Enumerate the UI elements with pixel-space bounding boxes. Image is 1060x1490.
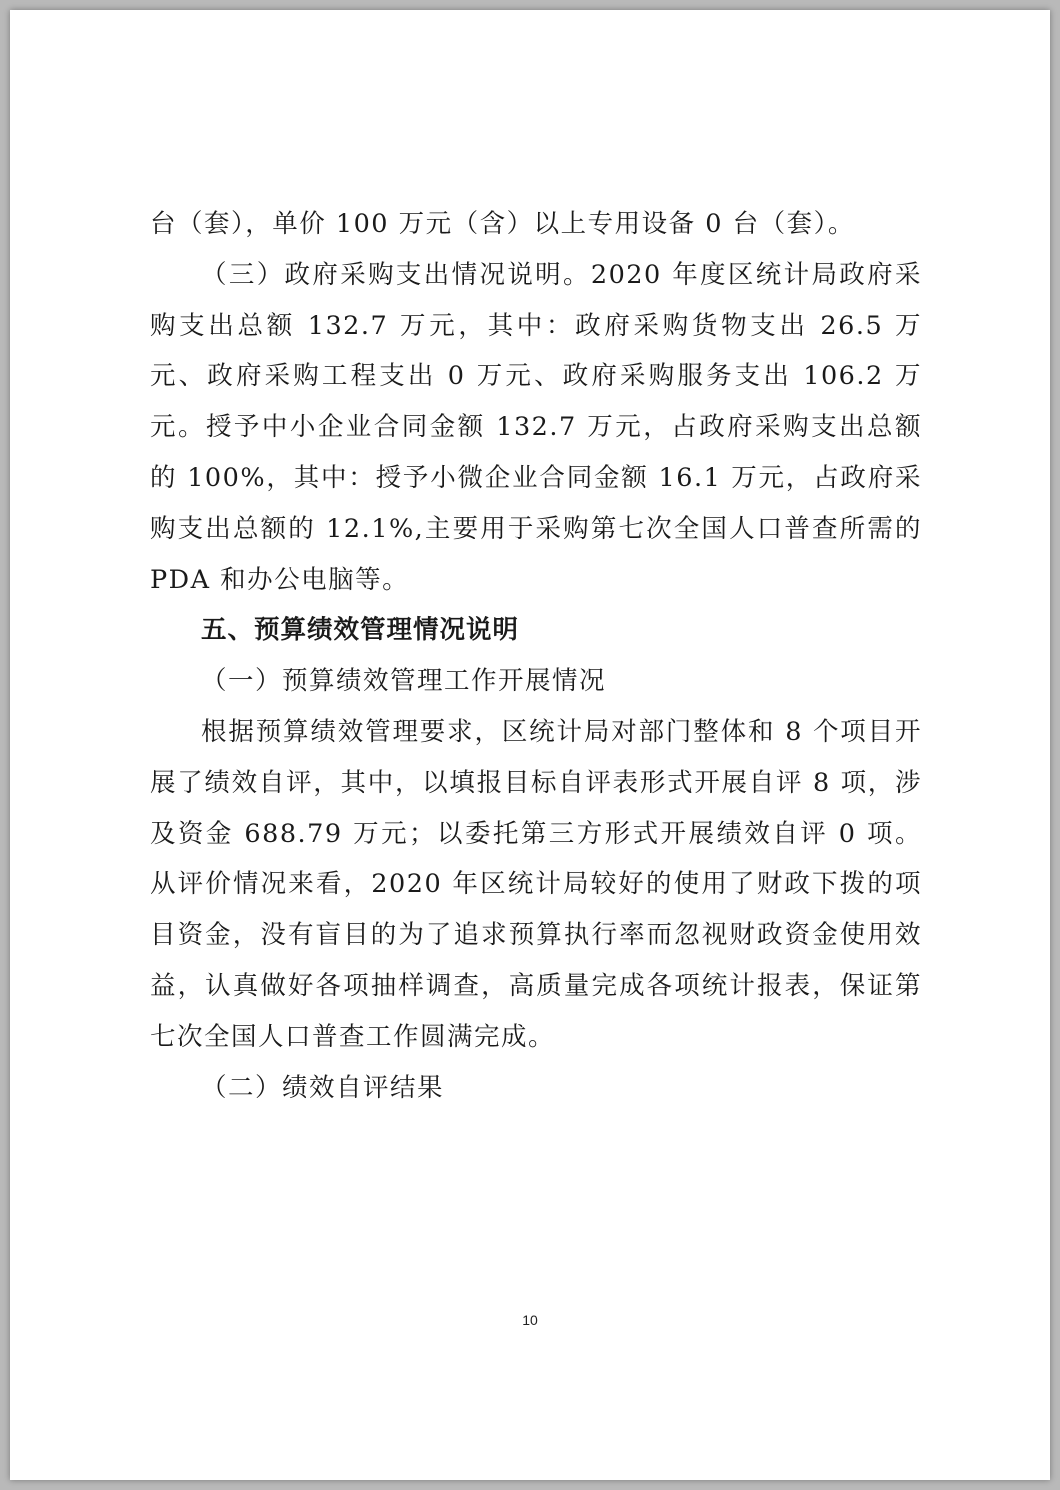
subheading-self-evaluation: （二）绩效自评结果 bbox=[201, 1072, 445, 1103]
paragraph-performance-work: 根据预算绩效管理要求，区统计局对部门整体和 8 个项目开展了绩效自评，其中，以填报目标自评表形式开展自评 8 项，涉及资金 688.79 万元；以委托第三方形式开展绩效自评 0 项。从评价情况来看，2020 年区统计局较好的使用了财政下拨的项目资金，没有盲目的为了追求预算执行率而忽视财政资金使用效益，认真做好各项抽样调查，高质量完成各项统计报表，保证第七次全国人口普查工作圆满完成。 bbox=[150, 716, 922, 1052]
paragraph-continuation: 台（套），单价 100 万元（含）以上专用设备 0 台（套）。 bbox=[150, 209, 855, 239]
document-body bbox=[150, 199, 922, 1113]
paragraph-procurement: （三）政府采购支出情况说明。2020 年度区统计局政府采购支出总额 132.7 万元，其中：政府采购货物支出 26.5 万元、政府采购工程支出 0 万元、政府采购服务支出 106.2 万元。授予中小企业合同金额 132.7 万元，占政府采购支出总额的 100%，其中：授予小微企业合同金额 16.1 万元，占政府采购支出总额的 12.1%,主要用于采购第七次全国人口普查所需的 PDA 和办公电脑等。 bbox=[150, 259, 922, 595]
page-number: 10 bbox=[522, 1312, 538, 1328]
section-heading-performance: 五、预算绩效管理情况说明 bbox=[201, 615, 520, 646]
document-page bbox=[10, 10, 1050, 1480]
subheading-performance-work: （一）预算绩效管理工作开展情况 bbox=[201, 666, 607, 697]
